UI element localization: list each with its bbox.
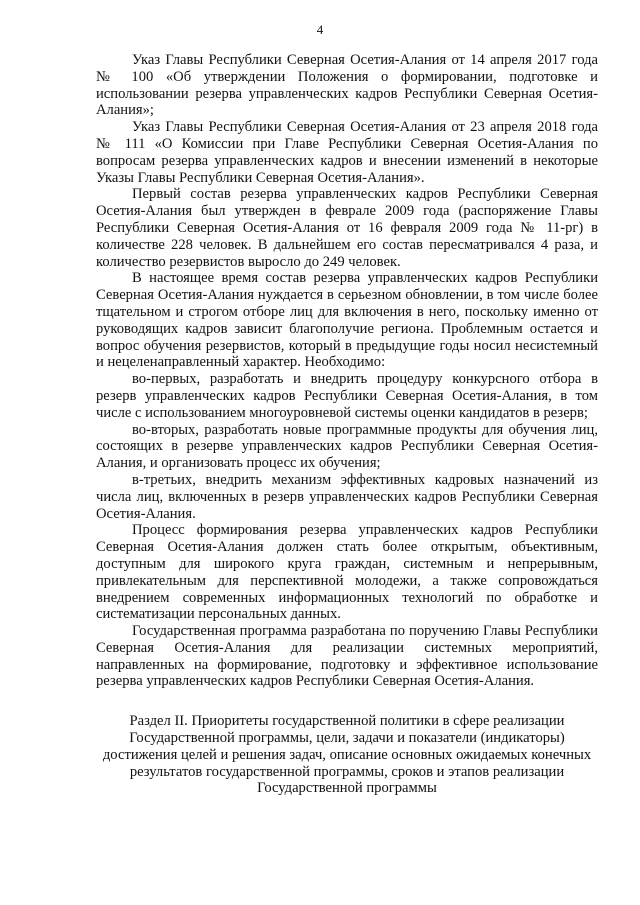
paragraph-process: Процесс формирования резерва управленческих кадров Республики Северная Осетия-Алания должен стать более открытым, объективным, доступным для широкого круга граждан, системным и непрерывным, привлекательным для перспективной молодежи, а также сопровождаться внедрением современных информационных технологий по обработке и систематизации персональных данных. <box>96 522 598 623</box>
paragraph-current-state: В настоящее время состав резерва управленческих кадров Республики Северная Осетия-Алания нуждается в серьезном обновлении, в том числе более тщательном и строгом отборе лиц для включения в него, поскольку именно от руководящих кадров зависит благополучие региона. Проблемным остается и вопрос обучения резервистов, который в предыдущие годы носил несистемный и нецеленаправленный характер. Необходимо: <box>96 270 598 371</box>
paragraph-thirdly: в-третьих, внедрить механизм эффективных кадровых назначений из числа лиц, включенных в резерв управленческих кадров Республики Северная Осетия-Алания. <box>96 471 598 522</box>
page-number: 4 <box>316 22 324 37</box>
document-body <box>96 52 598 797</box>
paragraph-decree-2018: Указ Главы Республики Северная Осетия-Алания от 23 апреля 2018 года № 111 «О Комиссии при Главе Республики Северная Осетия-Алания по вопросам резерва управленческих кадров и внесении изменений в некоторые Указы Главы Республики Северная Осетия-Алания». <box>96 119 598 186</box>
paragraph-decree-2017: Указ Главы Республики Северная Осетия-Алания от 14 апреля 2017 года № 100 «Об утверждении Положения о формировании, подготовке и использовании резерва управленческих кадров Республики Северная Осетия-Алания»; <box>96 52 598 119</box>
section-heading: Раздел II. Приоритеты государственной политики в сфере реализации Государственной программы, цели, задачи и показатели (индикаторы) достижения целей и решения задач, описание основных ожидаемых конечных результатов государственной программы, сроков и этапов реализации Государственной программы <box>102 713 592 797</box>
paragraph-first-reserve: Первый состав резерва управленческих кадров Республики Северная Осетия-Алания был утвержден в феврале 2009 года (распоряжение Главы Республики Северная Осетия-Алания от 16 февраля 2009 года № 11-рг) в количестве 228 человек. В дальнейшем его состав пересматривался 4 раза, и количество резервистов выросло до 249 человек. <box>96 186 598 270</box>
paragraph-firstly: во-первых, разработать и внедрить процедуру конкурсного отбора в резерв управленческих кадров Республики Северная Осетия-Алания, в том числе с использованием многоуровневой системы оценки кандидатов в резерв; <box>96 371 598 421</box>
paragraph-secondly: во-вторых, разработать новые программные продукты для обучения лиц, состоящих в резерве управленческих кадров Республики Северная Осетия-Алания, и организовать процесс их обучения; <box>96 421 598 472</box>
paragraph-program-purpose: Государственная программа разработана по поручению Главы Республики Северная Осетия-Алания для реализации системных мероприятий, направленных на формирование, подготовку и эффективное использование резерва управленческих кадров Республики Северная Осетия-Алания. <box>96 623 598 690</box>
